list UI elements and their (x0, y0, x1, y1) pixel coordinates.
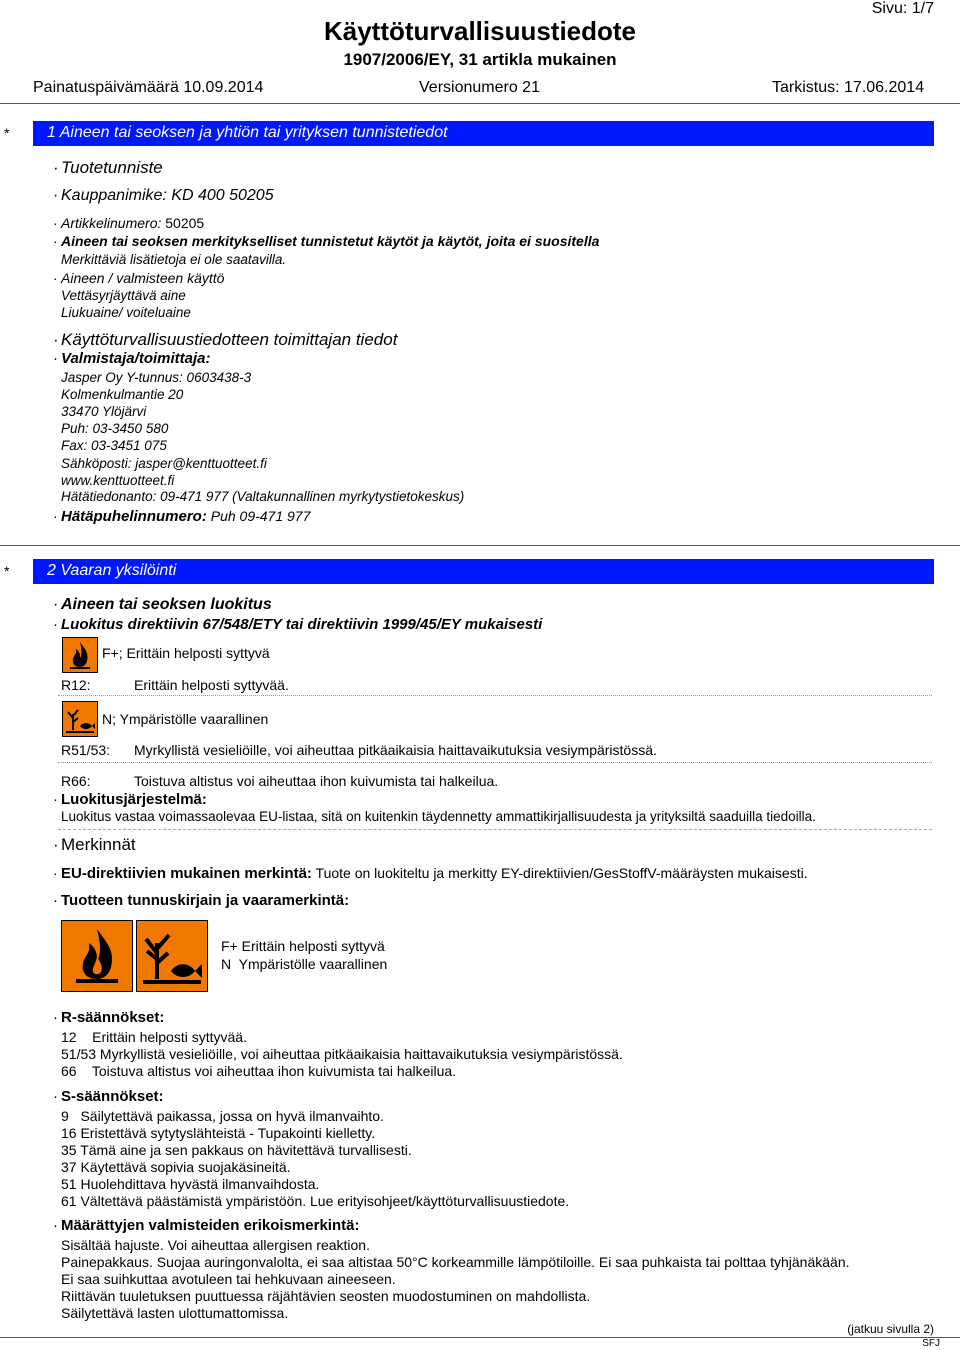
classification-heading: · Aineen tai seoksen luokitus (61, 596, 272, 614)
dead-tree-fish-icon (63, 702, 97, 736)
s-phrase: 37 Käytettävä sopivia suojakäsineitä. (61, 1159, 291, 1175)
manufacturer-line: Puh: 03-3450 580 (61, 421, 169, 436)
use-heading: · Aineen / valmisteen käyttö (61, 270, 224, 286)
section-2-bar (33, 559, 934, 584)
s-phrase: 61 Vältettävä päästämistä ympäristöön. Lue erityisohjeet/käyttöturvallisuustiedote. (61, 1193, 570, 1209)
manufacturer-line: Fax: 03-3451 075 (61, 438, 167, 453)
document-title: Käyttöturvallisuustiedote (323, 16, 637, 46)
manufacturer-heading: · Valmistaja/toimittaja: (61, 350, 211, 367)
footer-divider (0, 1337, 960, 1338)
r66-text: Toistuva altistus voi aiheuttaa ihon kuivumista tai halkeilua. (134, 773, 499, 789)
r-phrase: 12 Erittäin helposti syttyvää. (61, 1029, 247, 1045)
manufacturer-website: www.kenttuotteet.fi (61, 473, 175, 488)
document-subtitle: 1907/2006/EY, 31 artikla mukainen (343, 50, 617, 69)
s-phrase: 35 Tämä aine ja sen pakkaus on hävitettävä turvallisesti. (61, 1142, 412, 1158)
eu-labelling-label: EU-direktiivien mukainen merkintä: (61, 865, 312, 882)
article-number-label: Artikkelinumero: (61, 215, 162, 231)
emergency-number (61, 508, 310, 525)
manufacturer-line: Jasper Oy Y-tunnus: 0603438-3 (61, 370, 252, 385)
directive-classification-heading: · Luokitus direktiivin 67/548/ETY tai direktiivin 1999/45/EY mukaisesti (61, 616, 542, 633)
s-phrase: 16 Eristettävä sytytyslähteistä - Tupakointi kielletty. (61, 1125, 376, 1141)
classification-system-heading: · Luokitusjärjestelmä: (61, 791, 207, 808)
flame-pictogram-large (61, 920, 133, 992)
special-labelling-line: Painepakkaus. Suojaa auringonvalolta, ei saa altistaa 50°C korkeammille lämpötiloille. Ei saa puhkaista tai polttaa tyhjänäkään. (61, 1254, 850, 1270)
classification-system-text: Luokitus vastaa voimassaolevaa EU-listaa, sitä on kuitenkin täydennetty ammattikirjallisuudesta ja yrityksiltä saaduilla tiedoilla. (61, 809, 816, 824)
fplus-classification: F+; Erittäin helposti syttyvä (102, 645, 270, 661)
s-phrases-heading: · S-säännökset: (61, 1088, 164, 1105)
environment-pictogram-large (136, 920, 208, 992)
use-line-2: Liukuaine/ voiteluaine (61, 305, 191, 320)
eu-labelling (61, 865, 808, 882)
r-phrases-heading: · R-säännökset: (61, 1009, 164, 1026)
supplier-details-heading: · Käyttöturvallisuustiedotteen toimittajan tiedot (61, 330, 397, 350)
section-1-title: 1 Aineen tai seoksen ja yhtiön tai yrityksen tunnistetiedot (47, 124, 448, 141)
continued-note: (jatkuu sivulla 2) (847, 1322, 934, 1336)
flame-pictogram-small (62, 637, 98, 673)
special-labelling-heading: · Määrättyjen valmisteiden erikoismerkintä: (61, 1217, 359, 1234)
page-number: Sivu: 1/7 (871, 0, 934, 17)
dotted-divider (58, 762, 932, 763)
manufacturer-line: 33470 Ylöjärvi (61, 404, 147, 419)
section-divider (0, 545, 960, 546)
section-1-bar (33, 121, 934, 146)
r5153-code: R51/53: (61, 742, 111, 758)
flame-icon (62, 921, 132, 991)
revision-date: Tarkistus: 17.06.2014 (772, 79, 925, 96)
r12-text: Erittäin helposti syttyvää. (134, 677, 289, 693)
section-2-title: 2 Vaaran yksilöinti (47, 562, 177, 579)
r66-code: R66: (61, 773, 91, 789)
change-marker: * (4, 125, 10, 141)
r-phrase: 51/53 Myrkyllistä vesieliöille, voi aiheuttaa pitkäaikaisia haittavaikutuksia vesiympäristössä. (61, 1046, 623, 1062)
n-classification: N; Ympäristölle vaarallinen (102, 711, 269, 727)
change-marker: * (4, 563, 10, 579)
emergency-number-value: Puh 09-471 977 (210, 508, 311, 524)
identified-uses-heading: · Aineen tai seoksen merkitykselliset tunnistetut käytöt ja käytöt, joita ei suositella (61, 233, 599, 249)
s-phrase: 9 Säilytettävä paikassa, jossa on hyvä ilmanvaihto. (61, 1108, 384, 1124)
r5153-text: Myrkyllistä vesieliöille, voi aiheuttaa pitkäaikaisia haittavaikutuksia vesiympäristössä. (134, 742, 657, 758)
footer-code: SFJ (922, 1338, 940, 1349)
manufacturer-email: Sähköposti: jasper@kenttuotteet.fi (61, 456, 267, 471)
dashed-divider (58, 829, 932, 830)
labelling-heading: · Merkinnät (61, 835, 136, 855)
hazard-symbols-heading: · Tuotteen tunnuskirjain ja vaaramerkintä: (61, 892, 349, 909)
hazard-symbol-n: N Ympäristölle vaarallinen (221, 956, 388, 972)
version-number: Versionumero 21 (419, 79, 540, 96)
use-line-1: Vettäsyrjäyttävä aine (61, 288, 186, 303)
trade-name: · Kauppanimike: KD 400 50205 (61, 187, 274, 205)
header-divider (0, 103, 960, 104)
environment-pictogram-small (62, 701, 98, 737)
manufacturer-line: Hätätiedonanto: 09-471 977 (Valtakunnallinen myrkytystietokeskus) (61, 489, 465, 504)
special-labelling-line: Säilytettävä lasten ulottumattomissa. (61, 1305, 289, 1321)
article-number (61, 215, 204, 231)
r-phrase: 66 Toistuva altistus voi aiheuttaa ihon kuivumista tai halkeilua. (61, 1063, 457, 1079)
manufacturer-line: Kolmenkulmantie 20 (61, 387, 184, 402)
special-labelling-line: Ei saa suihkuttaa avotuleen tai hehkuvaan aineeseen. (61, 1271, 396, 1287)
print-date: Painatuspäivämäärä 10.09.2014 (33, 79, 264, 96)
s-phrase: 51 Huolehdittava hyvästä ilmanvaihdosta. (61, 1176, 320, 1192)
article-number-value: 50205 (165, 215, 205, 231)
flame-icon (63, 638, 97, 672)
r12-code: R12: (61, 677, 91, 693)
special-labelling-line: Riittävän tuuletuksen puuttuessa räjähtävien seosten muodostuminen on mahdollista. (61, 1288, 591, 1304)
emergency-number-label: Hätäpuhelinnumero: (61, 508, 207, 525)
special-labelling-line: Sisältää hajuste. Voi aiheuttaa allergisen reaktion. (61, 1237, 370, 1253)
hazard-symbol-fplus: F+ Erittäin helposti syttyvä (221, 938, 385, 954)
eu-labelling-text: Tuote on luokiteltu ja merkitty EY-direktiivien/GesStoffV-määräysten mukaisesti. (315, 865, 808, 881)
identified-uses-note: Merkittäviä lisätietoja ei ole saatavilla. (61, 252, 287, 267)
dead-tree-fish-icon (137, 921, 207, 991)
dotted-divider (58, 695, 932, 696)
product-identifier-heading: · Tuotetunniste (61, 158, 163, 178)
